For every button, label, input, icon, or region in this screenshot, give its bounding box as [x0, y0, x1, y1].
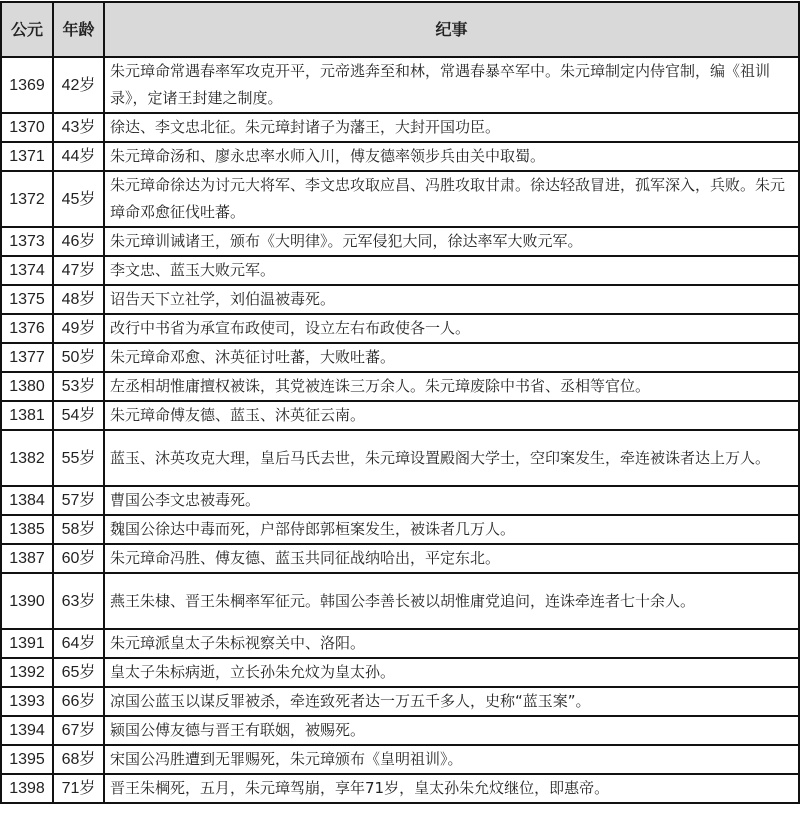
age-cell: 67岁 [53, 716, 104, 745]
year-cell: 1377 [1, 343, 53, 372]
table-row [1, 142, 799, 171]
event-cell: 宋国公冯胜遭到无罪赐死，朱元璋颁布《皇明祖训》。 [104, 745, 799, 774]
table-row [1, 716, 799, 745]
table-row [1, 629, 799, 658]
event-cell: 皇太子朱标病逝，立长孙朱允炆为皇太孙。 [104, 658, 799, 687]
year-cell: 1395 [1, 745, 53, 774]
age-cell: 48岁 [53, 285, 104, 314]
year-cell: 1376 [1, 314, 53, 343]
age-cell: 63岁 [53, 573, 104, 629]
year-cell: 1380 [1, 372, 53, 401]
age-cell: 55岁 [53, 430, 104, 486]
event-cell: 诏告天下立社学，刘伯温被毒死。 [104, 285, 799, 314]
table-row [1, 774, 799, 803]
table-row [1, 285, 799, 314]
year-cell: 1381 [1, 401, 53, 430]
event-cell: 魏国公徐达中毒而死，户部侍郎郭桓案发生，被诛者几万人。 [104, 515, 799, 544]
age-cell: 54岁 [53, 401, 104, 430]
year-cell: 1374 [1, 256, 53, 285]
header-age: 年龄 [53, 2, 104, 57]
year-cell: 1392 [1, 658, 53, 687]
table-row [1, 401, 799, 430]
table-row [1, 57, 799, 113]
year-cell: 1390 [1, 573, 53, 629]
year-cell: 1370 [1, 113, 53, 142]
event-cell: 左丞相胡惟庸擅权被诛，其党被连诛三万余人。朱元璋废除中书省、丞相等官位。 [104, 372, 799, 401]
age-cell: 42岁 [53, 57, 104, 113]
event-cell: 朱元璋命常遇春率军攻克开平，元帝逃奔至和林，常遇春暴卒军中。朱元璋制定内侍官制，编《祖训录》，定诸王封建之制度。 [104, 57, 799, 113]
event-cell: 凉国公蓝玉以谋反罪被杀，牵连致死者达一万五千多人，史称“蓝玉案”。 [104, 687, 799, 716]
table-row [1, 544, 799, 573]
year-cell: 1387 [1, 544, 53, 573]
year-cell: 1371 [1, 142, 53, 171]
event-cell: 朱元璋命傅友德、蓝玉、沐英征云南。 [104, 401, 799, 430]
age-cell: 49岁 [53, 314, 104, 343]
year-cell: 1372 [1, 171, 53, 227]
event-cell: 朱元璋派皇太子朱标视察关中、洛阳。 [104, 629, 799, 658]
age-cell: 66岁 [53, 687, 104, 716]
event-cell: 晋王朱棡死，五月，朱元璋驾崩，享年71岁，皇太孙朱允炆继位，即惠帝。 [104, 774, 799, 803]
table-row [1, 573, 799, 629]
age-cell: 65岁 [53, 658, 104, 687]
age-cell: 53岁 [53, 372, 104, 401]
event-cell: 朱元璋训诫诸王，颁布《大明律》。元军侵犯大同，徐达率军大败元军。 [104, 227, 799, 256]
year-cell: 1384 [1, 486, 53, 515]
event-cell: 燕王朱棣、晋王朱棡率军征元。韩国公李善长被以胡惟庸党追问，连诛牵连者七十余人。 [104, 573, 799, 629]
table-row [1, 745, 799, 774]
table-row [1, 372, 799, 401]
age-cell: 43岁 [53, 113, 104, 142]
event-cell: 朱元璋命冯胜、傅友德、蓝玉共同征战纳哈出，平定东北。 [104, 544, 799, 573]
chronology-table [0, 1, 800, 804]
age-cell: 47岁 [53, 256, 104, 285]
age-cell: 50岁 [53, 343, 104, 372]
table-row [1, 113, 799, 142]
header-row [1, 2, 799, 57]
year-cell: 1393 [1, 687, 53, 716]
year-cell: 1375 [1, 285, 53, 314]
event-cell: 朱元璋命汤和、廖永忠率水师入川，傅友德率领步兵由关中取蜀。 [104, 142, 799, 171]
age-cell: 58岁 [53, 515, 104, 544]
age-cell: 57岁 [53, 486, 104, 515]
event-cell: 朱元璋命邓愈、沐英征讨吐蕃，大败吐蕃。 [104, 343, 799, 372]
table-row [1, 658, 799, 687]
age-cell: 60岁 [53, 544, 104, 573]
table-row [1, 687, 799, 716]
age-cell: 44岁 [53, 142, 104, 171]
year-cell: 1398 [1, 774, 53, 803]
year-cell: 1385 [1, 515, 53, 544]
event-cell: 朱元璋命徐达为讨元大将军、李文忠攻取应昌、冯胜攻取甘肃。徐达轻敌冒进，孤军深入，兵败。朱元璋命邓愈征伐吐蕃。 [104, 171, 799, 227]
event-cell: 蓝玉、沐英攻克大理，皇后马氏去世，朱元璋设置殿阁大学士，空印案发生，牵连被诛者达上万人。 [104, 430, 799, 486]
event-cell: 颍国公傅友德与晋王有联姻，被赐死。 [104, 716, 799, 745]
year-cell: 1382 [1, 430, 53, 486]
age-cell: 64岁 [53, 629, 104, 658]
table-row [1, 314, 799, 343]
table-row [1, 171, 799, 227]
table-row [1, 515, 799, 544]
age-cell: 68岁 [53, 745, 104, 774]
header-year: 公元 [1, 2, 53, 57]
age-cell: 46岁 [53, 227, 104, 256]
table-row [1, 430, 799, 486]
table-row [1, 227, 799, 256]
event-cell: 改行中书省为承宣布政使司，设立左右布政使各一人。 [104, 314, 799, 343]
year-cell: 1394 [1, 716, 53, 745]
year-cell: 1369 [1, 57, 53, 113]
event-cell: 李文忠、蓝玉大败元军。 [104, 256, 799, 285]
header-event: 纪事 [104, 2, 799, 57]
table-row [1, 486, 799, 515]
event-cell: 徐达、李文忠北征。朱元璋封诸子为藩王，大封开国功臣。 [104, 113, 799, 142]
age-cell: 45岁 [53, 171, 104, 227]
table-row [1, 343, 799, 372]
year-cell: 1391 [1, 629, 53, 658]
table-row [1, 256, 799, 285]
event-cell: 曹国公李文忠被毒死。 [104, 486, 799, 515]
year-cell: 1373 [1, 227, 53, 256]
age-cell: 71岁 [53, 774, 104, 803]
